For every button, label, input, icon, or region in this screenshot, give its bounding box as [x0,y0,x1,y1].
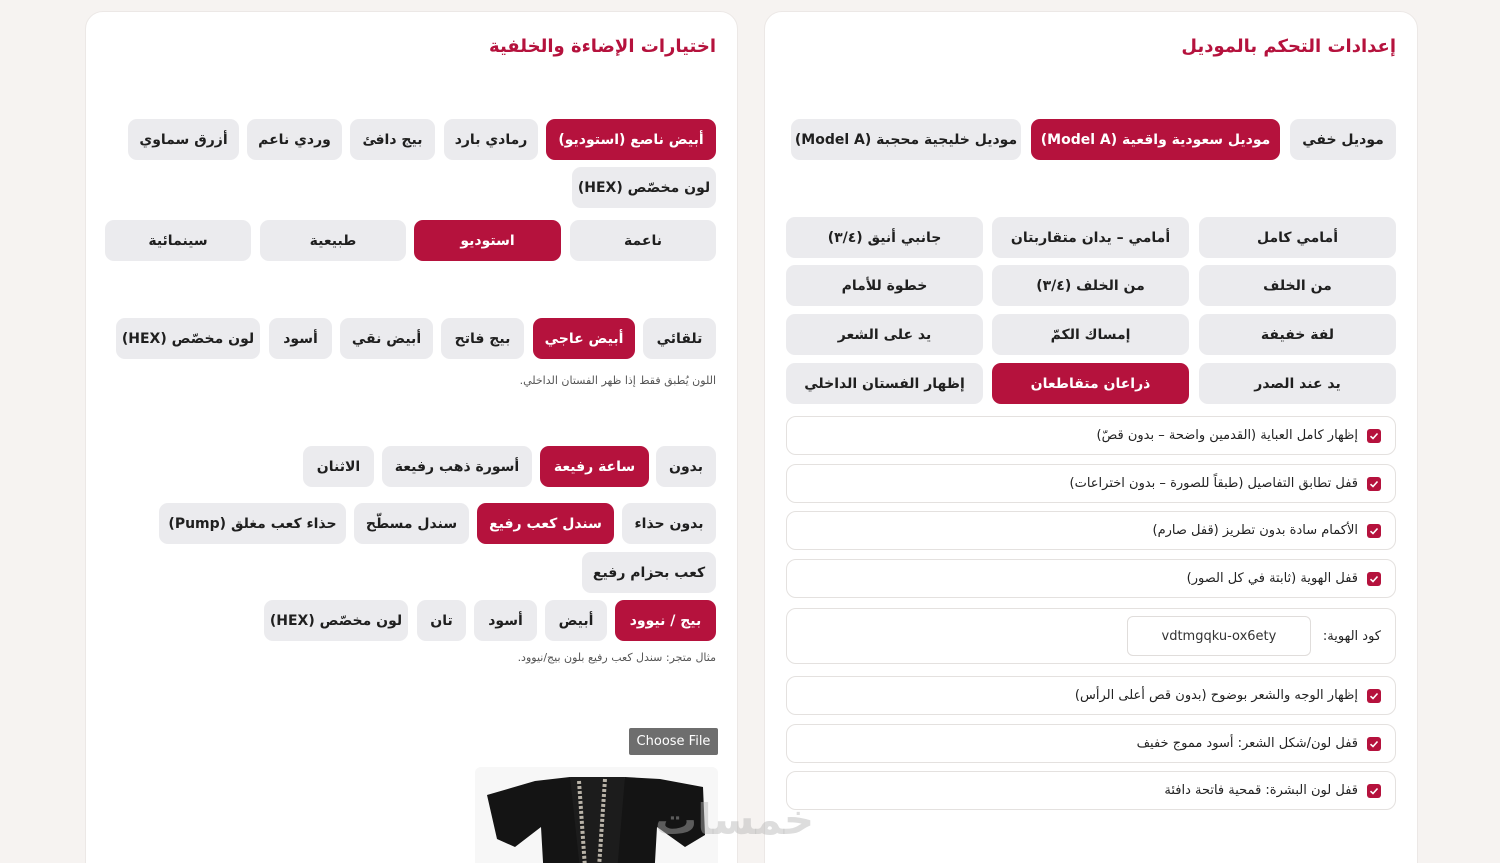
light-natural[interactable]: طبيعية [260,220,406,261]
checkbox-checked-icon[interactable] [1367,737,1381,751]
model-type-gulf-hijab[interactable]: موديل خليجية محجبة (Model A) [791,119,1021,160]
pose-front-full[interactable]: أمامي كامل [1199,217,1396,258]
check-identity-lock[interactable] [786,559,1396,598]
pose-step-forward[interactable]: خطوة للأمام [786,265,983,306]
check-label: قفل لون البشرة: قمحية فاتحة دافئة [1164,783,1358,798]
check-skin-lock[interactable] [786,771,1396,810]
dress-color-black[interactable]: أسود [269,318,332,359]
shoe-color-tan[interactable]: تان [417,600,466,641]
pose-hand-on-hair[interactable]: يد على الشعر [786,314,983,355]
identity-code-input[interactable] [1127,616,1311,656]
pose-show-inner-dress[interactable]: إظهار الفستان الداخلي [786,363,983,404]
light-soft[interactable]: ناعمة [570,220,716,261]
bg-custom-hex[interactable]: لون مخصّص (HEX) [572,167,716,208]
identity-code-label: كود الهوية: [1322,628,1381,644]
bg-sky-blue[interactable]: أزرق سماوي [128,119,239,160]
bg-cool-gray[interactable]: رمادي بارد [444,119,538,160]
check-full-abaya[interactable] [786,416,1396,455]
shoe-strap-heel[interactable]: كعب بحزام رفيع [582,552,716,593]
check-face-hair[interactable] [786,676,1396,715]
bg-studio-white[interactable]: أبيض ناصع (استوديو) [546,119,716,160]
model-settings-title: إعدادات التحكم بالموديل [1181,36,1396,57]
dress-color-ivory[interactable]: أبيض عاجي [533,318,635,359]
model-type-hidden[interactable]: موديل خفي [1290,119,1396,160]
dress-color-light-beige[interactable]: بيج فاتح [441,318,524,359]
choose-file-button[interactable]: Choose File [629,728,718,755]
pose-side-elegant[interactable]: جانبي أنيق (٣/٤) [786,217,983,258]
shoe-color-white[interactable]: أبيض [545,600,607,641]
checkbox-checked-icon[interactable] [1367,689,1381,703]
light-cinematic[interactable]: سينمائية [105,220,251,261]
dress-color-custom-hex[interactable]: لون مخصّص (HEX) [116,318,260,359]
shoe-color-beige-nude[interactable]: بيج / نيوود [615,600,716,641]
dress-color-auto[interactable]: تلقائي [643,318,716,359]
lighting-background-title: اختيارات الإضاءة والخلفية [489,36,716,57]
bg-warm-beige[interactable]: بيج دافئ [350,119,435,160]
watermark-logo: خمسات [655,795,815,844]
check-detail-lock[interactable] [786,464,1396,503]
shoe-flat-sandal[interactable]: سندل مسطّح [354,503,469,544]
pose-back-three-quarter[interactable]: من الخلف (٣/٤) [992,265,1189,306]
model-type-saudi[interactable]: موديل سعودية واقعية (Model A) [1031,119,1280,160]
shoe-none[interactable]: بدون حذاء [622,503,716,544]
pose-front-hands[interactable]: أمامي – يدان متقاربتان [992,217,1189,258]
accessory-both[interactable]: الاثنان [303,446,374,487]
pose-arms-crossed[interactable]: ذراعان متقاطعان [992,363,1189,404]
check-label: إظهار الوجه والشعر بوضوح (بدون قص أعلى الرأس) [1074,688,1358,703]
check-label: الأكمام سادة بدون تطريز (قفل صارم) [1152,523,1358,538]
shoe-color-custom-hex[interactable]: لون مخصّص (HEX) [264,600,408,641]
model-settings-panel [764,11,1418,863]
identity-code-row [786,608,1396,664]
checkbox-checked-icon[interactable] [1367,477,1381,491]
checkbox-checked-icon[interactable] [1367,429,1381,443]
check-hair-lock[interactable] [786,724,1396,763]
pose-hand-chest[interactable]: يد عند الصدر [1199,363,1396,404]
check-label: قفل الهوية (ثابتة في كل الصور) [1186,571,1358,586]
check-plain-sleeves[interactable] [786,511,1396,550]
checkbox-checked-icon[interactable] [1367,784,1381,798]
light-studio[interactable]: استوديو [414,220,561,261]
pose-hold-sleeve[interactable]: إمساك الكمّ [992,314,1189,355]
dress-color-pure-white[interactable]: أبيض نقي [340,318,433,359]
dress-color-note: اللون يُطبق فقط إذا ظهر الفستان الداخلي. [519,374,716,387]
pose-back[interactable]: من الخلف [1199,265,1396,306]
check-label: إظهار كامل العباية (القدمين واضحة – بدون قصّ) [1096,428,1358,443]
bg-soft-pink[interactable]: وردي ناعم [247,119,342,160]
shoe-closed-pump[interactable]: حذاء كعب مغلق (Pump) [159,503,346,544]
checkbox-checked-icon[interactable] [1367,572,1381,586]
check-label: قفل لون/شكل الشعر: أسود مموج خفيف [1136,736,1358,751]
checkbox-checked-icon[interactable] [1367,524,1381,538]
accessory-none[interactable]: بدون [656,446,716,487]
accessory-thin-watch[interactable]: ساعة رفيعة [540,446,649,487]
shoe-note: مثال متجر: سندل كعب رفيع بلون بيج/نيوود. [517,651,716,664]
accessory-gold-bracelet[interactable]: أسورة ذهب رفيعة [382,446,532,487]
lighting-background-panel [85,11,738,863]
shoe-thin-heel-sandal[interactable]: سندل كعب رفيع [477,503,614,544]
pose-light-twirl[interactable]: لفة خفيفة [1199,314,1396,355]
check-label: قفل تطابق التفاصيل (طبقاً للصورة – بدون اختراعات) [1069,476,1358,491]
shoe-color-black[interactable]: أسود [474,600,537,641]
